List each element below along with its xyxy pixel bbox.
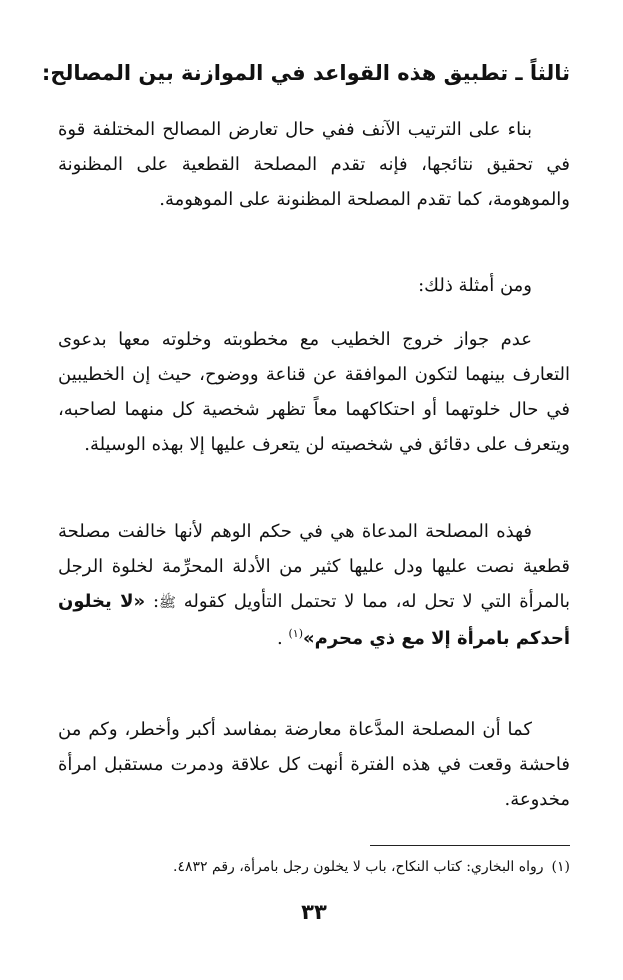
- paragraph-hadith-text: فهذه المصلحة المدعاة هي في حكم الوهم لأنها خالفت مصلحة قطعية نصت عليها ودل عليها كثير من الأدلة المحرِّمة لخلوة الرجل بالمرأة التي لا تحل له، مما لا تحتمل التأويل كقوله: [58, 521, 570, 612]
- sentence-end: .: [277, 628, 283, 649]
- pbuh-symbol: ﷺ: [159, 595, 176, 611]
- colon: :: [152, 591, 160, 612]
- footnote-number: (١): [551, 859, 570, 875]
- footnote-text: رواه البخاري: كتاب النكاح، باب لا يخلون رجل بامرأة، رقم ٤٨٣٢.: [173, 859, 544, 875]
- hadith-quote: «لا يخلون أحدكم بامرأة إلا مع ذي محرم»: [58, 591, 570, 649]
- paragraph-intro: بناء على الترتيب الآنف ففي حال تعارض المصالح المختلفة قوة في تحقيق نتائجها، فإنه تقدم المصلحة القطعية على المظنونة والموهومة، كما تقدم المصلحة المظنونة على الموهومة.: [58, 119, 570, 210]
- footnote-reference: (١): [288, 627, 303, 640]
- page-number: ٣٣: [301, 900, 327, 924]
- book-page: [41, 0, 570, 980]
- paragraph-hadith: [58, 514, 570, 656]
- paragraph-example: عدم جواز خروج الخطيب مع مخطوبته وخلوته معها بدعوى التعارف بينهما لتكون الموافقة عن قناعة ووضوح، حيث إن الخطيبين في حال خلوتهما أو احتكاكهما معاً تظهر شخصية كل منهما لصاحبه، ويتعرف على دقائق في شخصيته لن يتعرف عليها إلا بهذه الوسيلة.: [58, 329, 570, 455]
- section-heading: ثالثاً ـ تطبيق هذه القواعد في الموازنة بين المصالح:: [41, 61, 570, 85]
- paragraph-examples-intro: ومن أمثلة ذلك:: [418, 275, 532, 296]
- footnote-divider: [370, 845, 570, 846]
- paragraph-conclusion: كما أن المصلحة المدَّعاة معارضة بمفاسد أكبر وأخطر، وكم من فاحشة وقعت في هذه الفترة أنهت كل علاقة ودمرت مستقبل امرأة مخدوعة.: [58, 719, 570, 810]
- footnote: [58, 856, 570, 878]
